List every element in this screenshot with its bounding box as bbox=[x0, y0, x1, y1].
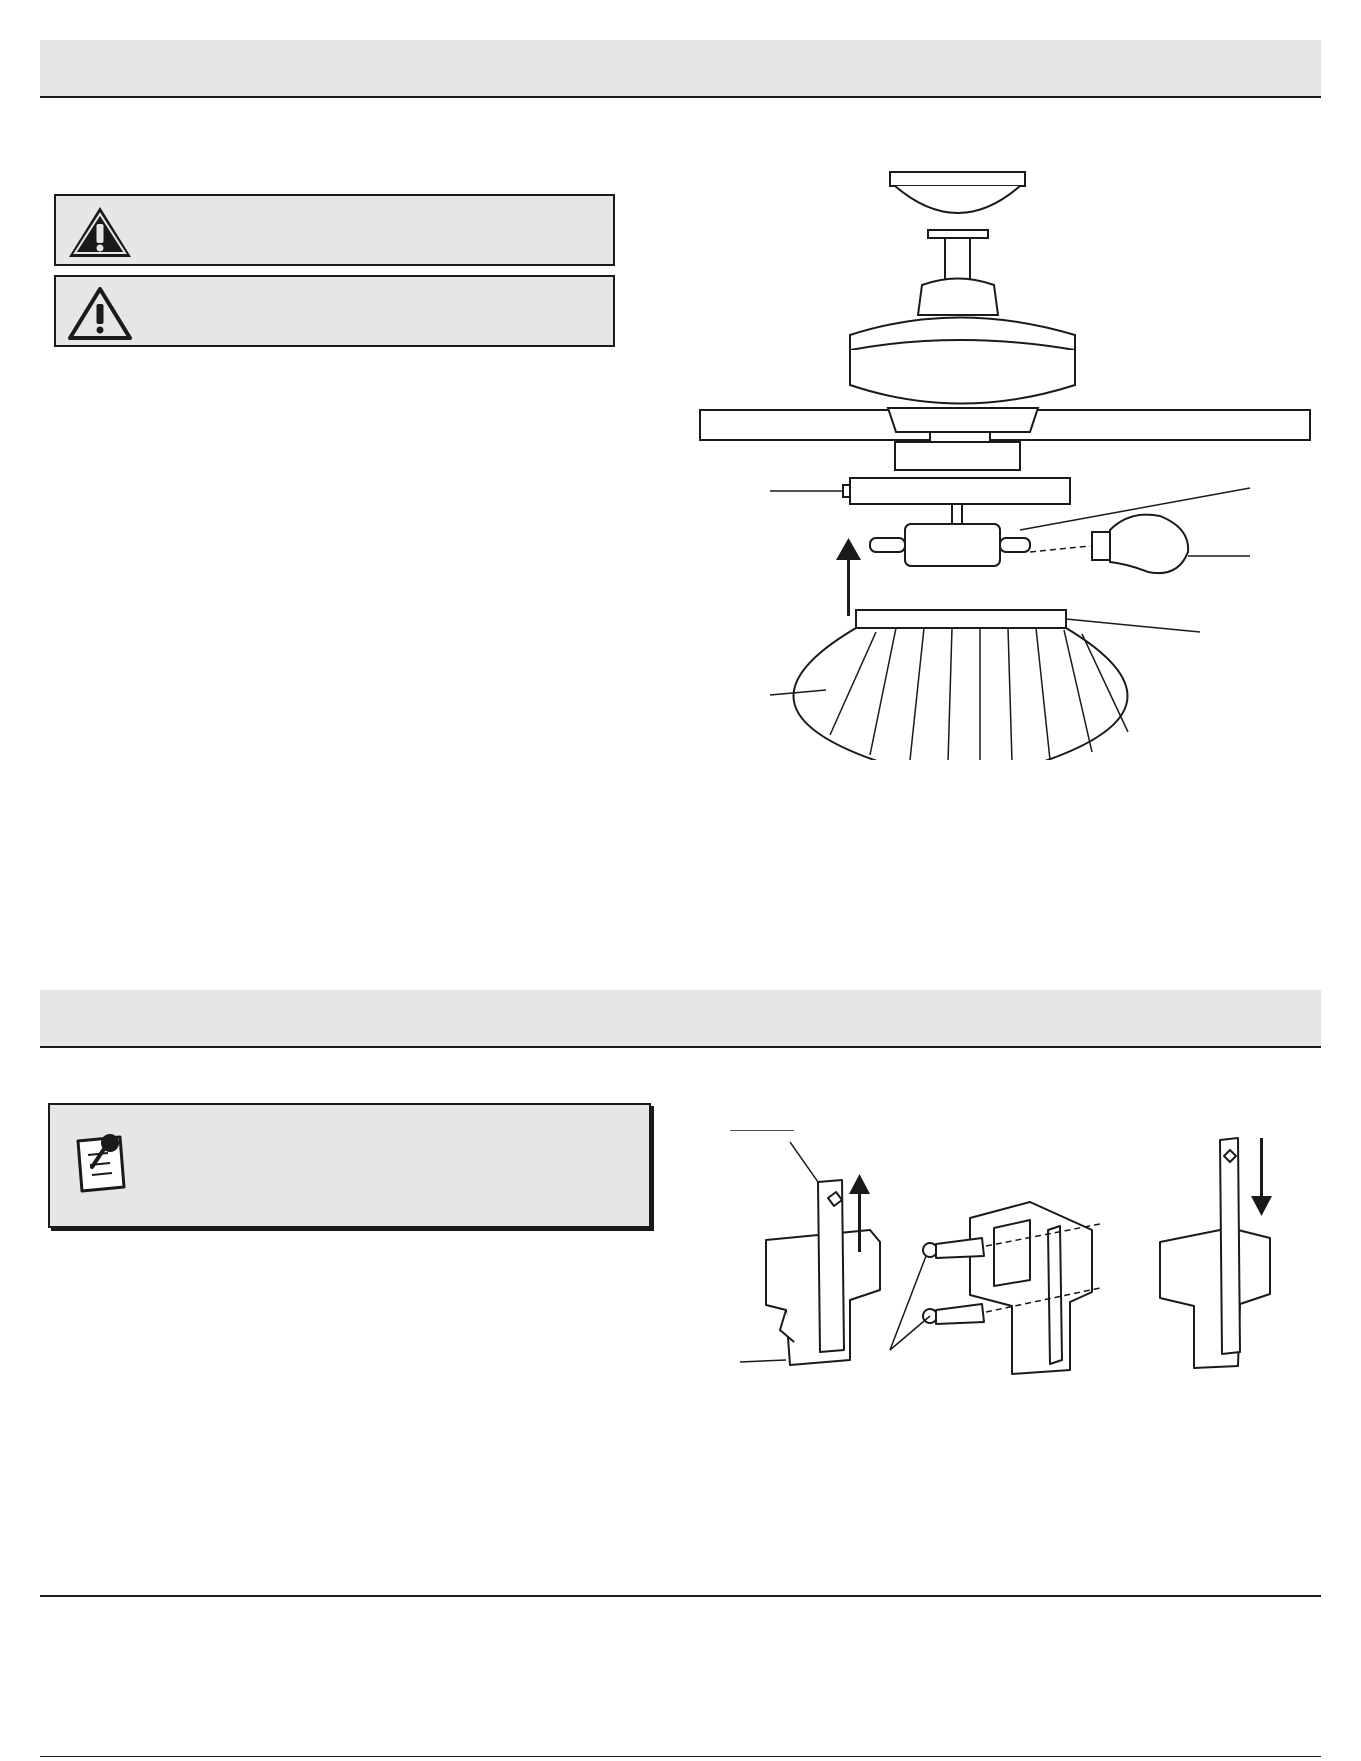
socket-rod bbox=[952, 504, 962, 524]
clip-3-slider bbox=[1220, 1138, 1240, 1354]
warning-box bbox=[54, 194, 615, 266]
motor-top bbox=[918, 279, 998, 316]
section-header-2 bbox=[40, 990, 1321, 1048]
down-arrow-shaft bbox=[1260, 1138, 1263, 1198]
up-arrow-shaft-2 bbox=[858, 1192, 861, 1252]
screw-top bbox=[923, 1238, 984, 1258]
up-arrow-icon bbox=[836, 538, 861, 560]
note-pushpin-icon bbox=[68, 1127, 138, 1200]
clip-3 bbox=[1160, 1228, 1270, 1368]
bulb-base bbox=[1092, 532, 1110, 560]
note-box bbox=[48, 1103, 651, 1228]
bracket-diagram bbox=[730, 1130, 1330, 1390]
socket-pin-left bbox=[870, 538, 905, 552]
light-kit-plate bbox=[850, 478, 1070, 504]
motor-skirt bbox=[850, 350, 1075, 404]
screw-bottom bbox=[923, 1304, 984, 1324]
section-header-1 bbox=[40, 40, 1321, 98]
light-kit-diagram bbox=[690, 160, 1330, 760]
up-arrow-shaft bbox=[847, 558, 850, 616]
canopy bbox=[895, 186, 1020, 213]
footer-rule bbox=[40, 1595, 1321, 1597]
motor-housing bbox=[850, 318, 1075, 351]
globe-rim bbox=[856, 610, 1066, 628]
fan-blade-right bbox=[990, 410, 1310, 440]
clip-2-back bbox=[994, 1220, 1030, 1286]
socket-pin-right bbox=[1000, 538, 1030, 552]
canopy-plate bbox=[890, 172, 1025, 186]
page-bottom-rule bbox=[40, 1756, 1321, 1757]
switch-housing bbox=[895, 442, 1020, 470]
caution-triangle-icon bbox=[66, 285, 134, 346]
up-arrow-icon-2 bbox=[849, 1174, 870, 1194]
clip-1-slider bbox=[818, 1180, 844, 1352]
light-bulb bbox=[1110, 515, 1188, 574]
caution-box bbox=[54, 275, 615, 347]
blade-arms bbox=[888, 408, 1038, 432]
clip-2-slot bbox=[1048, 1226, 1062, 1364]
set-screw bbox=[843, 485, 850, 497]
down-arrow-icon bbox=[1251, 1196, 1272, 1216]
glass-globe bbox=[794, 628, 1128, 760]
warning-triangle-icon bbox=[66, 204, 134, 265]
socket-housing bbox=[905, 524, 1000, 566]
canopy-collar bbox=[928, 230, 988, 238]
